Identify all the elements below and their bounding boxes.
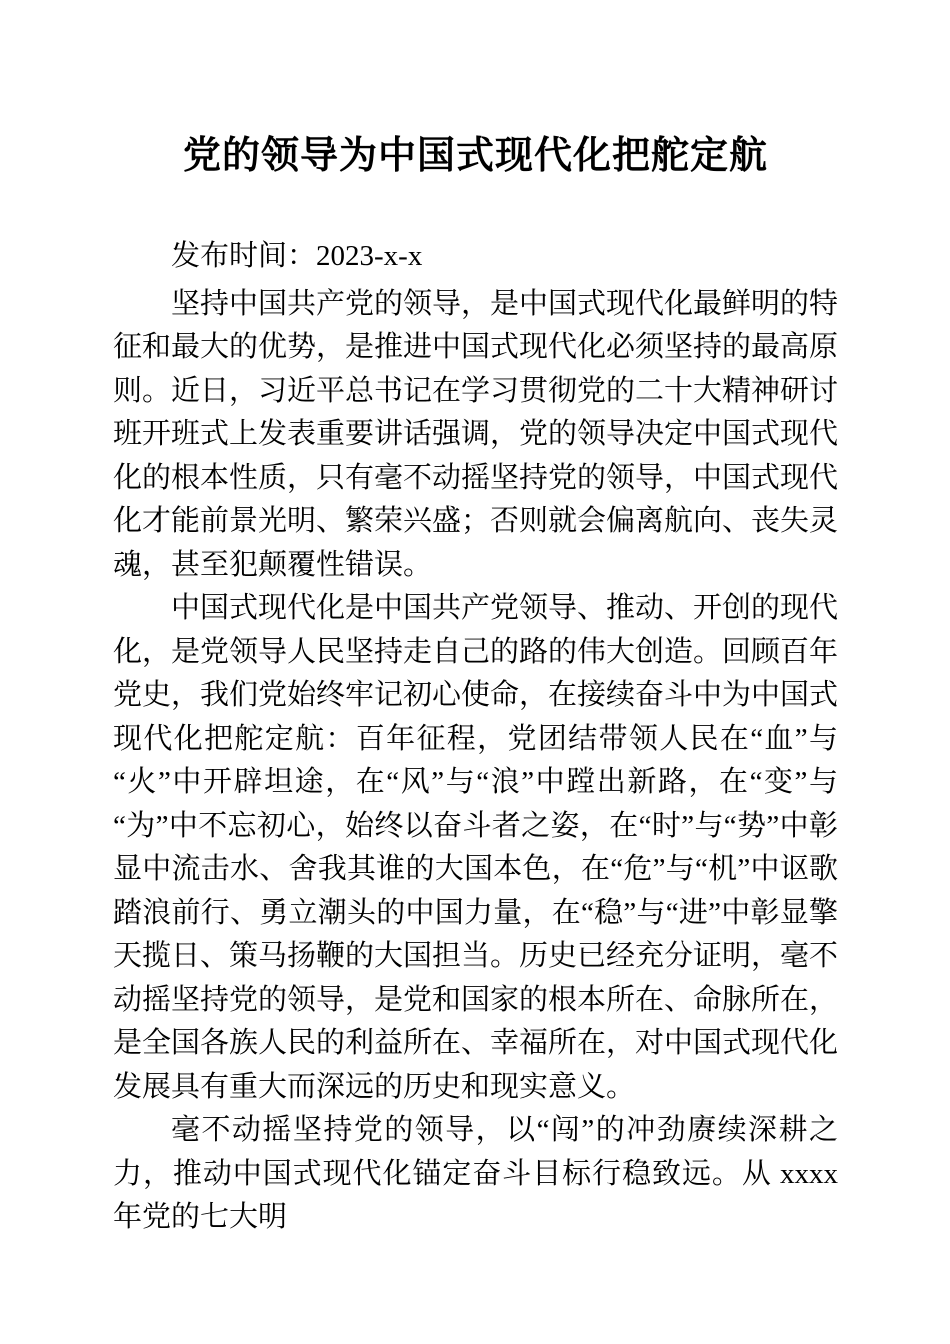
document-title: 党的领导为中国式现代化把舵定航 [182,135,768,177]
paragraph-2: 中国式现代化是中国共产党领导、推动、开创的现代化，是党领导人民坚持走自己的路的伟大创造。回顾百年党史，我们党始终牢记初心使命，在接续奋斗中为中国式现代化把舵定航：百年征程，党团结带领人民在“血”与“火”中开辟坦途，在“风”与“浪”中蹚出新路，在“变”与“为”中不忘初心，始终以奋斗者之姿，在“时”与“势”中彰显中流击水、舍我其谁的大国本色，在“危”与“机”中讴歌踏浪前行、勇立潮头的中国力量，在“稳”与“进”中彰显擎天揽日、策马扬鞭的大国担当。历史已经充分证明，毫不动摇坚持党的领导，是党和国家的根本所在、命脉所在，是全国各族人民的利益所在、幸福所在，对中国式现代化发展具有重大而深远的历史和现实意义。 [113,592,839,1103]
publish-date-line: 发布时间：2023-x-x [171,240,423,272]
paragraph-3: 毫不动摇坚持党的领导，以“闯”的冲劲赓续深耕之力，推动中国式现代化锚定奋斗目标行稳致远。从 xxxx 年党的七大明 [113,1114,838,1233]
paragraph-1: 坚持中国共产党的领导，是中国式现代化最鲜明的特征和最大的优势，是推进中国式现代化必须坚持的最高原则。近日，习近平总书记在学习贯彻党的二十大精神研讨班开班式上发表重要讲话强调，党的领导决定中国式现代化的根本性质，只有毫不动摇坚持党的领导，中国式现代化才能前景光明、繁荣兴盛；否则就会偏离航向、丧失灵魂，甚至犯颠覆性错误。 [113,287,839,581]
